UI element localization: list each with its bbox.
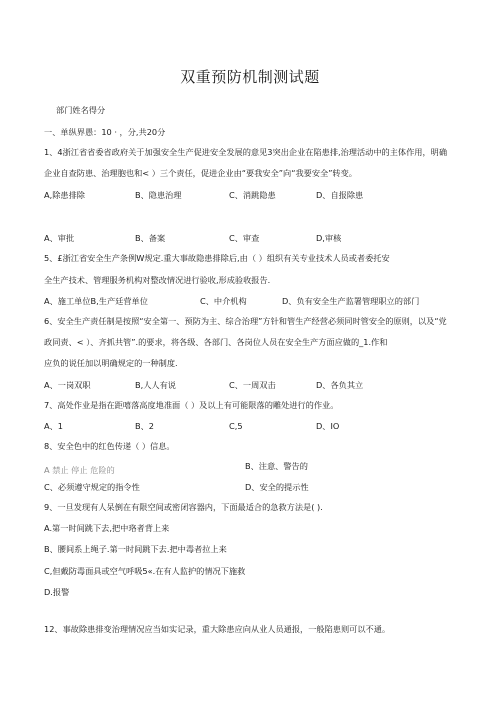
q9-option-d: D.报警 [44,587,70,597]
q2-option-a: A、审批 [44,233,75,243]
q9-option-a: A.第一时间跳下去,把中珞者背上来 [44,523,170,533]
question-12-line-1: 12、事故除患排变治理情况应当如实记录，重大除患应向从业人员通报，一般陷患则可以不通。 [44,624,391,634]
q7-option-c: C,5 [229,421,243,431]
question-9-line-1: 9、一旦发现有人呆倒在有限空间或密闭容器内，下面最适合的急救方法是( ). [44,502,323,512]
q8-option-c: C、必须遵守规定的指令性 [44,482,140,492]
header-info: 部门姓名得分 [56,105,106,115]
q8-option-a: A 禁止 停止 危险的 [44,465,115,475]
q1-option-c: C、消跳隐患 [229,190,276,200]
q7-option-d: D、IO [316,421,340,431]
q2-option-d: D,审核 [316,233,342,243]
question-7-line-1: 7、高处作业是指在距嘻落高度地准面（ ）及以上有可能限落的雕处进行的作业。 [44,400,339,410]
q7-option-b: B、2 [135,421,155,431]
q8-option-b: B、注意、警告的 [245,461,308,471]
q9-option-b: B、腰间系上绳子.第一时间跳下去.把中毒者拉上来 [44,544,227,554]
question-5-line-1: 5、£浙江省安全生产条例W规定.重大事故隐患排除后,由（ ）组织有关专业技术人员或者委托安 [44,253,390,263]
q1-option-b: B、隐患治理 [135,190,182,200]
q8-option-d: D、安全的提示性 [245,482,309,492]
q6-option-a: A、一岗双职 [44,380,91,390]
question-6-line-3: 应负的说任加以明确规定的一种制度. [44,358,178,368]
q2-option-b: B、备案 [135,233,166,243]
q6-option-d: D、各负其立 [316,380,364,390]
q6-option-c: C、一周双击 [229,380,276,390]
q5-option-ab: A、施工单位B,生产廷营单位 [44,296,148,306]
question-6-line-2: 政同责、< ）、齐抓共管”.的要求，将各级、各部门、各岗位人员在安全生产方面应做的_1.作和 [44,337,388,347]
question-1-line-1: 1、4浙江省省委省政府关于加强安全生产促进安全发展的意见3突出企业在陷患排,治理活动中的主体作用，明确 [44,147,448,157]
q5-option-d: D、负有安全生产监署管理职立的部门 [282,296,420,306]
q1-option-a: A,除患排除 [44,190,85,200]
section-heading: 一、单纵界愚：10 · ，分,共20分 [44,127,166,137]
question-8-line-1: 8、安全色中的红色传递（ ）信息。 [44,441,175,451]
question-6-line-1: 6、安全生产责任制是按照“安全第一、预防为主、综合治理”方针和管生产经营必须同时管安全的原则，以及“党 [44,316,447,326]
q1-option-d: D、自报除患 [316,190,364,200]
question-5-line-2: 全生产技术、管理服务机构对整改情况进行验收,形成验收报告. [44,275,271,285]
q2-option-c: C、审查 [229,233,260,243]
q6-option-b: B,人人有说 [135,380,176,390]
question-1-line-2: 企业自查防患、治理胞也和< ）三个责任，促进企业由“要我安全”向“我要安全”转变。 [44,168,357,178]
page-title: 双重预防机制测试题 [180,68,320,86]
q7-option-a: A、1 [44,421,63,431]
q9-option-c: C,但戴防毒面具或空气呼吸5«.在有人监护的情况下施救 [44,566,246,576]
q5-option-c: C、中介机构 [200,296,247,306]
